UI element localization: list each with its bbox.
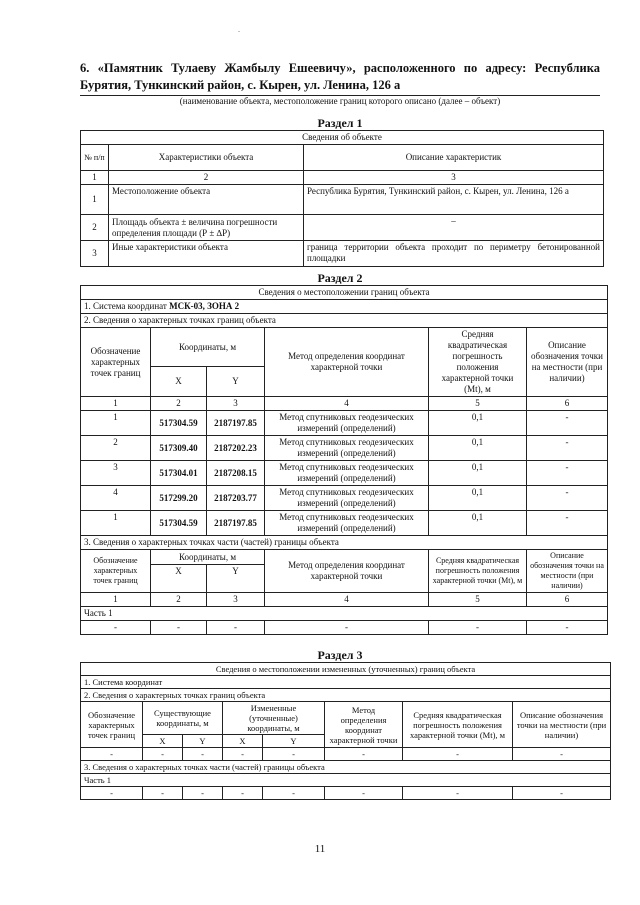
point-method: Метод спутниковых геодезических измерений (определений) [265,436,429,461]
col-number: 4 [265,397,429,411]
section-2-table [80,285,608,635]
point-method: Метод спутниковых геодезических измерений (определений) [265,486,429,511]
section-1-table [80,130,604,267]
empty-cell: - [513,787,611,800]
header-coordinates: Координаты, м [151,328,265,367]
point-id: 3 [81,461,151,486]
point-method: Метод спутниковых геодезических измерений (определений) [265,411,429,436]
object-heading: 6. «Памятник Тулаеву Жамбылу Ешеевичу», расположенного по адресу: Республика Бурятия, Тункинский район, с. Кырен, ул. Ленина, 126 а [80,61,600,92]
point-id: 2 [81,436,151,461]
header-point-description: Описание обозначения точки на местности (при наличии) [527,328,608,397]
header-description: Описание характеристик [304,145,604,171]
stray-mark: . [238,25,240,34]
empty-cell: - [263,787,325,800]
table-row [81,621,608,635]
header-method: Метод определения координат характерной точки [265,328,429,397]
empty-cell: - [81,621,151,635]
empty-cell: - [81,787,143,800]
table-row [81,185,604,215]
col-number: 6 [527,593,608,607]
point-accuracy: 0,1 [429,461,527,486]
characteristic-cell: Местоположение объекта [109,185,304,215]
point-description: - [527,411,608,436]
description-cell: граница территории объекта проходит по периметру бетонированной площадки [304,241,604,267]
table-row [81,748,611,761]
col-number: 1 [81,397,151,411]
header-designation: Обозначение характерных точек границ [81,328,151,397]
header-point-description: Описание обозначения точки на местности (при наличии) [527,550,608,593]
description-cell: – [304,215,604,241]
point-accuracy: 0,1 [429,436,527,461]
header-y: Y [183,735,223,748]
empty-cell: - [429,621,527,635]
section-3-table [80,662,611,800]
header-x: X [151,565,207,593]
section-3-title: Раздел 3 [317,648,363,662]
header-coordinates: Координаты, м [151,550,265,565]
empty-cell: - [403,787,513,800]
page-number: 11 [314,843,326,855]
header-accuracy: Средняя квадратическая погрешность положения характерной точки (Mt), м [403,702,513,748]
header-point-description: Описание обозначения точки на местности (при наличии) [513,702,611,748]
header-designation: Обозначение характерных точек границ [81,702,143,748]
section-1-title: Раздел 1 [317,116,363,130]
empty-cell: - [325,748,403,761]
header-x: X [223,735,263,748]
point-description: - [527,461,608,486]
section-2-table-title: Сведения о местоположении границ объекта [81,286,608,300]
point-y: 2187202.23 [207,436,265,461]
point-accuracy: 0,1 [429,486,527,511]
section-2-title: Раздел 2 [317,271,363,285]
heading-caption: (наименование объекта, местоположение границ которого описано (далее – объект) [179,96,501,106]
empty-cell: - [183,748,223,761]
col-number: 6 [527,397,608,411]
col-number: 2 [151,593,207,607]
empty-cell: - [265,621,429,635]
empty-cell: - [325,787,403,800]
point-id: 1 [81,511,151,536]
header-y: Y [207,565,265,593]
header-method: Метод определения координат характерной точки [325,702,403,748]
col-number: 2 [151,397,207,411]
point-method: Метод спутниковых геодезических измерений (определений) [265,511,429,536]
col-number: 3 [207,397,265,411]
point-id: 4 [81,486,151,511]
header-accuracy: Средняя квадратическая погрешность положения характерной точки (Mt), м [429,550,527,593]
empty-cell: - [513,748,611,761]
col-number: 5 [429,593,527,607]
point-method: Метод спутниковых геодезических измерений (определений) [265,461,429,486]
table-row [81,241,604,267]
header-changed-coordinates: Измененные (уточненные) координаты, м [223,702,325,735]
point-x: 517299.20 [151,486,207,511]
header-x: X [143,735,183,748]
empty-cell: - [151,621,207,635]
coordinate-system-row [81,300,608,314]
section-1-table-title: Сведения об объекте [81,131,604,145]
header-characteristic: Характеристики объекта [109,145,304,171]
empty-cell: - [81,748,143,761]
col-number: 4 [265,593,429,607]
empty-cell: - [223,748,263,761]
characteristic-cell: Иные характеристики объекта [109,241,304,267]
col-number: 5 [429,397,527,411]
empty-cell: - [183,787,223,800]
header-number: № п/п [81,145,109,171]
point-accuracy: 0,1 [429,511,527,536]
coordinate-system-label: 1. Система координат [84,301,170,311]
point-y: 2187197.85 [207,411,265,436]
point-accuracy: 0,1 [429,411,527,436]
description-cell: Республика Бурятия, Тункинский район, с. Кырен, ул. Ленина, 126 а [304,185,604,215]
empty-cell: - [143,748,183,761]
coordinate-system-value: МСК-03, ЗОНА 2 [169,301,240,311]
col-number: 3 [304,171,604,185]
point-x: 517304.01 [151,461,207,486]
row-number: 3 [81,241,109,267]
table-row [81,436,608,461]
table-row [81,215,604,241]
col-number: 1 [81,171,109,185]
empty-cell: - [207,621,265,635]
header-designation: Обозначение характерных точек границ [81,550,151,593]
part-points-title: 3. Сведения о характерных точках части (частей) границы объекта [81,761,611,774]
part-points-title: 3. Сведения о характерных точках части (частей) границы объекта [81,536,608,550]
table-row [81,461,608,486]
point-id: 1 [81,411,151,436]
col-number: 1 [81,593,151,607]
header-y: Y [263,735,325,748]
point-description: - [527,486,608,511]
point-x: 517304.59 [151,411,207,436]
table-row [81,411,608,436]
header-x: X [151,367,207,397]
empty-cell: - [527,621,608,635]
col-number: 3 [207,593,265,607]
point-description: - [527,436,608,461]
table-row [81,511,608,536]
points-title: 2. Сведения о характерных точках границ объекта [81,689,611,702]
header-y: Y [207,367,265,397]
empty-cell: - [263,748,325,761]
empty-cell: - [403,748,513,761]
empty-cell: - [223,787,263,800]
point-y: 2187197.85 [207,511,265,536]
point-x: 517309.40 [151,436,207,461]
empty-cell: - [143,787,183,800]
row-number: 2 [81,215,109,241]
part-label: Часть 1 [81,607,608,621]
col-number: 2 [109,171,304,185]
points-title: 2. Сведения о характерных точках границ объекта [81,314,608,328]
point-y: 2187203.77 [207,486,265,511]
table-row [81,486,608,511]
characteristic-cell: Площадь объекта ± величина погрешности определения площади (Р ± ∆Р) [109,215,304,241]
row-number: 1 [81,185,109,215]
header-method: Метод определения координат характерной точки [265,550,429,593]
header-accuracy: Средняя квадратическая погрешность положения характерной точки (Mt), м [429,328,527,397]
part-label: Часть 1 [81,774,611,787]
coordinate-system-row: 1. Система координат [81,676,611,689]
table-row [81,787,611,800]
point-y: 2187208.15 [207,461,265,486]
header-existing-coordinates: Существующие координаты, м [143,702,223,735]
point-description: - [527,511,608,536]
section-3-table-title: Сведения о местоположении измененных (уточненных) границ объекта [81,663,611,676]
point-x: 517304.59 [151,511,207,536]
